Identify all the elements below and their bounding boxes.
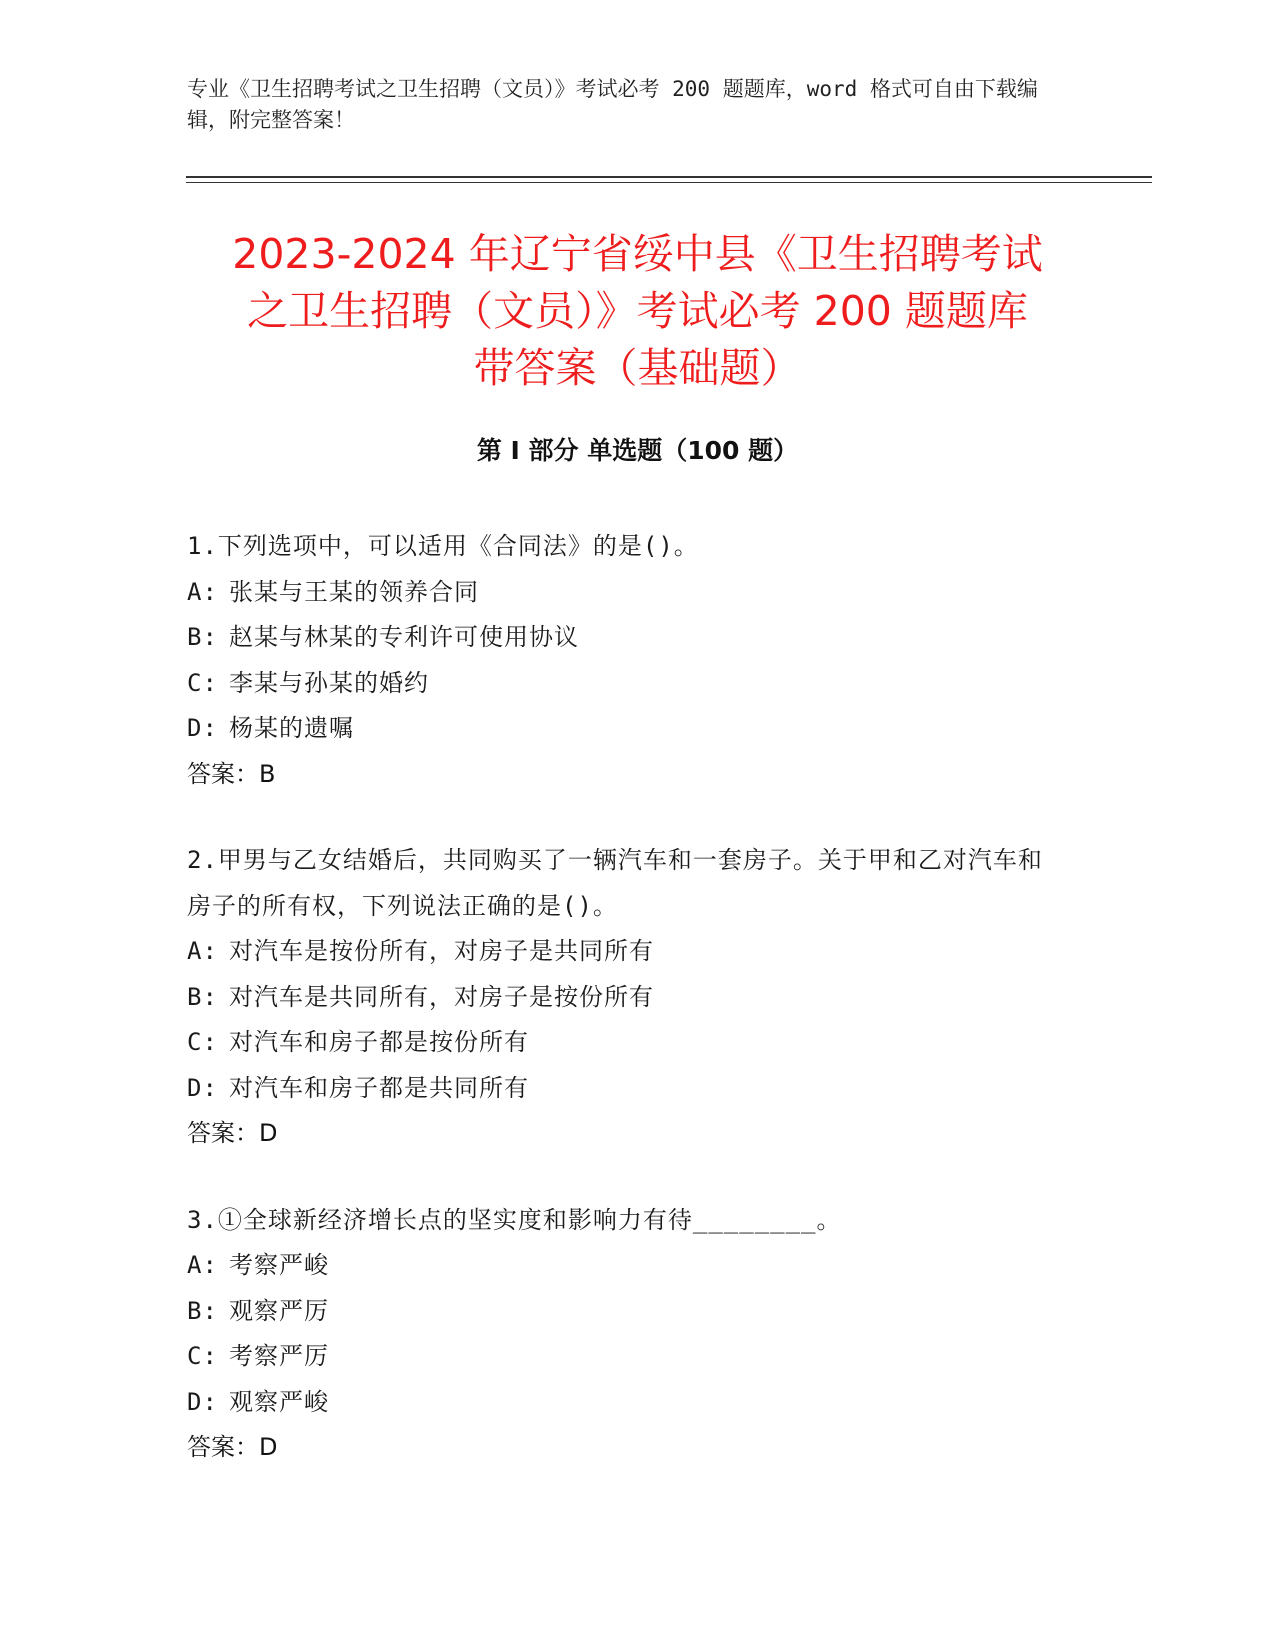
option-letter: A: xyxy=(187,1251,218,1279)
question-stem: 3.①全球新经济增长点的坚实度和影响力有待________。 xyxy=(187,1205,842,1234)
option-letter: A: xyxy=(187,577,218,606)
title-line-3: 带答案（基础题） xyxy=(473,344,802,392)
question-stem: 1.下列选项中，可以适用《合同法》的是()。 xyxy=(187,532,699,560)
title-line-2: 之卫生招聘（文员）》考试必考 200 题题库 xyxy=(247,287,1028,335)
option-d xyxy=(187,1380,1067,1426)
option-text: 对汽车是按份所有，对房子是共同所有 xyxy=(229,937,654,965)
option-letter: B: xyxy=(187,1296,218,1325)
section-title: 第 I 部分 单选题（100 题） xyxy=(476,436,799,465)
option-text: 考察严厉 xyxy=(229,1342,329,1370)
option-a xyxy=(187,1243,1067,1289)
option-text: 赵某与林某的专利许可使用协议 xyxy=(229,623,579,651)
question-3 xyxy=(187,1198,1067,1471)
option-text: 考察严峻 xyxy=(229,1251,329,1279)
option-a xyxy=(187,570,1067,616)
option-text: 对汽车和房子都是按份所有 xyxy=(229,1028,529,1056)
answer-label: 答案：D xyxy=(187,1119,278,1147)
option-c xyxy=(187,661,1067,707)
answer-label: 答案：B xyxy=(187,759,276,788)
option-b xyxy=(187,975,1067,1021)
document-title xyxy=(150,226,1125,397)
option-b xyxy=(187,615,1067,661)
option-letter: B: xyxy=(187,623,218,651)
option-b xyxy=(187,1289,1067,1335)
title-line-1: 2023-2024 年辽宁省绥中县《卫生招聘考试 xyxy=(232,230,1043,278)
option-text: 张某与王某的领养合同 xyxy=(229,577,479,606)
option-letter: C: xyxy=(187,668,218,697)
option-text: 李某与孙某的婚约 xyxy=(229,668,429,697)
option-letter: C: xyxy=(187,1342,218,1370)
question-stem: 2.甲男与乙女结婚后，共同购买了一辆汽车和一套房子。关于甲和乙对汽车和房子的所有权，下列说法正确的是()。 xyxy=(187,846,1043,920)
option-letter: B: xyxy=(187,982,218,1011)
answer-label: 答案：D xyxy=(187,1433,278,1461)
option-letter: D: xyxy=(187,714,218,742)
option-c xyxy=(187,1020,1067,1066)
option-letter: D: xyxy=(187,1073,218,1102)
question-2 xyxy=(187,838,1067,1157)
header-note: 专业《卫生招聘考试之卫生招聘（文员）》考试必考 200 题题库，word 格式可自由下载编辑，附完整答案！ xyxy=(187,77,1038,132)
header-rule-thin xyxy=(186,182,1152,183)
option-text: 杨某的遗嘱 xyxy=(229,714,354,742)
question-list xyxy=(187,524,1067,1512)
option-letter: C: xyxy=(187,1028,218,1056)
question-1 xyxy=(187,524,1067,797)
option-a xyxy=(187,929,1067,975)
option-text: 对汽车是共同所有，对房子是按份所有 xyxy=(229,982,654,1011)
option-text: 观察严厉 xyxy=(229,1296,329,1325)
option-d xyxy=(187,1066,1067,1112)
option-text: 对汽车和房子都是共同所有 xyxy=(229,1073,529,1102)
header-rule-thick xyxy=(186,176,1152,178)
option-text: 观察严峻 xyxy=(229,1387,329,1416)
option-letter: D: xyxy=(187,1387,218,1416)
option-c xyxy=(187,1334,1067,1380)
option-letter: A: xyxy=(187,937,218,965)
option-d xyxy=(187,706,1067,752)
